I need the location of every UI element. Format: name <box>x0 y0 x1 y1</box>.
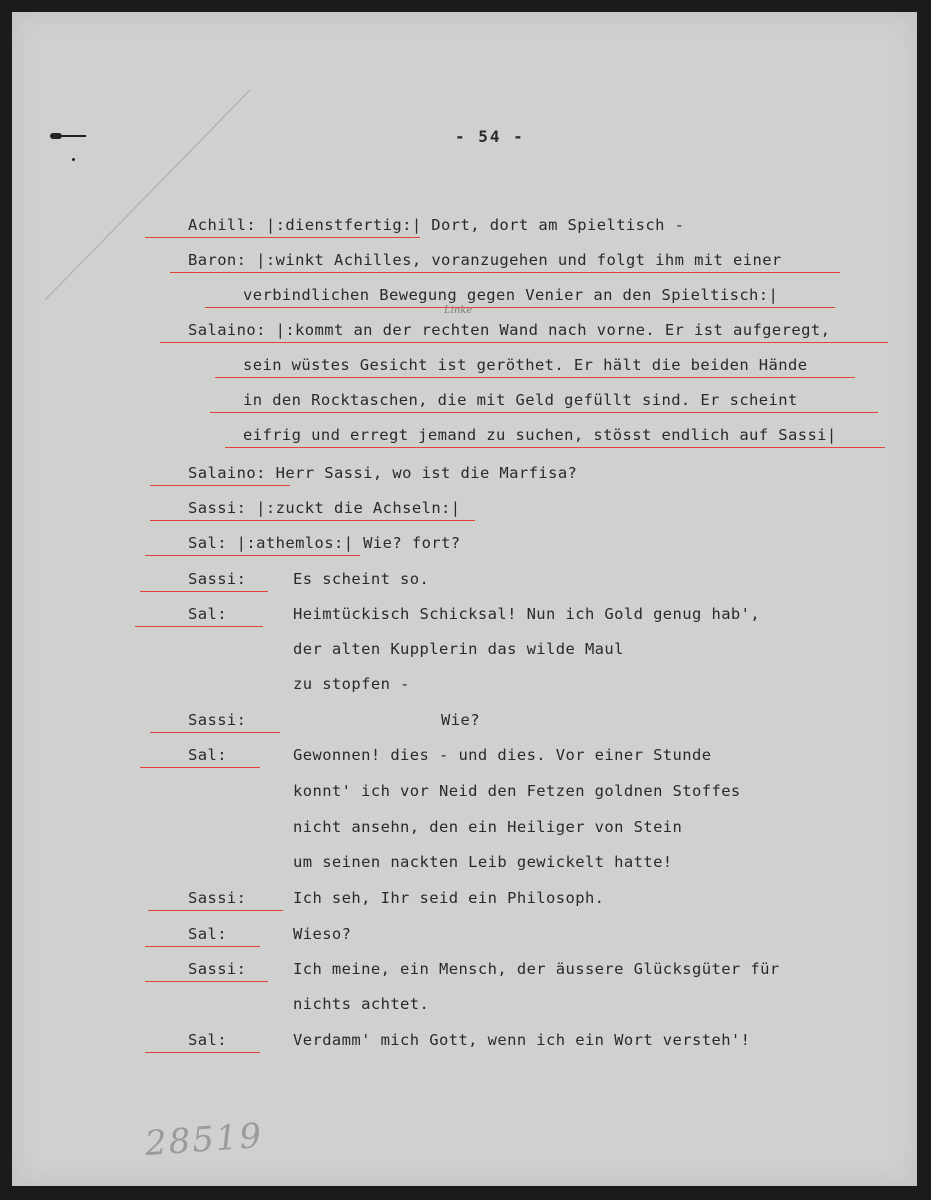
line-text: sein wüstes Gesicht ist geröthet. Er hält die beiden Hände <box>243 356 808 374</box>
line-salaino-cont-1 <box>243 356 807 374</box>
line-baron-cont <box>243 286 778 304</box>
red-underline <box>145 946 260 947</box>
red-underline <box>150 732 280 733</box>
line-text: Ich seh, Ihr seid ein Philosoph. <box>293 889 605 907</box>
line-salaino-cont-3 <box>243 426 837 444</box>
red-underline <box>170 272 840 273</box>
line-sal-3-cont-1 <box>293 782 741 800</box>
line-text: Verdamm' mich Gott, wenn ich ein Wort versteh'! <box>293 1031 751 1049</box>
line-text: |:athemlos:| Wie? fort? <box>236 534 461 552</box>
red-underline <box>210 412 878 413</box>
line-text: |:kommt an der rechten Wand nach vorne. Er ist aufgeregt, <box>275 321 831 339</box>
line-text: in den Rocktaschen, die mit Geld gefüllt sind. Er scheint <box>243 391 798 409</box>
line-sassi-5-cont <box>293 995 429 1013</box>
line-sal-2-cont-2 <box>293 675 410 693</box>
line-salaino-cont-2 <box>243 391 798 409</box>
speaker-label: Sassi: <box>188 889 247 907</box>
line-text: zu stopfen - <box>293 675 410 693</box>
line-sal-1 <box>188 534 461 552</box>
speaker-label: Sassi: <box>188 499 247 517</box>
speaker-label: Achill: <box>188 216 257 234</box>
line-text: |:winkt Achilles, voranzugehen und folgt ihm mit einer <box>256 251 782 269</box>
red-underline <box>145 555 360 556</box>
speaker-label: Baron: <box>188 251 247 269</box>
line-text: nicht ansehn, den ein Heiliger von Stein <box>293 818 683 836</box>
red-underline <box>205 307 835 308</box>
line-salaino-1 <box>188 321 830 339</box>
line-text: um seinen nackten Leib gewickelt hatte! <box>293 853 673 871</box>
speaker-label: Sal: <box>188 925 227 943</box>
line-text: konnt' ich vor Neid den Fetzen goldnen Stoffes <box>293 782 741 800</box>
line-sal-3-cont-2 <box>293 818 682 836</box>
red-underline <box>160 342 888 343</box>
archive-number: 28519 <box>143 1115 265 1165</box>
ink-dot <box>72 158 75 161</box>
line-text: der alten Kupplerin das wilde Maul <box>293 640 624 658</box>
speaker-label: Sassi: <box>188 711 247 729</box>
red-underline <box>215 377 855 378</box>
ink-blot-stroke <box>62 135 86 137</box>
line-text: Wieso? <box>293 925 352 943</box>
line-achill <box>188 216 684 234</box>
line-text: Heimtückisch Schicksal! Nun ich Gold genug hab', <box>293 605 761 623</box>
speaker-label: Sal: <box>188 605 227 623</box>
ink-blot <box>50 133 62 139</box>
line-text: Gewonnen! dies - und dies. Vor einer Stunde <box>293 746 712 764</box>
red-underline <box>135 626 263 627</box>
pencil-annotation: Linke <box>444 305 473 316</box>
red-underline <box>140 767 260 768</box>
red-underline <box>140 591 268 592</box>
red-underline <box>225 447 885 448</box>
speaker-label: Sassi: <box>188 570 247 588</box>
speaker-label: Sal: <box>188 1031 227 1049</box>
red-underline <box>150 485 290 486</box>
speaker-label: Sassi: <box>188 960 247 978</box>
line-salaino-2 <box>188 464 577 482</box>
red-underline <box>150 520 475 521</box>
line-sassi-1 <box>188 499 461 517</box>
speaker-label: Sal: <box>188 746 227 764</box>
line-baron <box>188 251 782 269</box>
line-sal-2-cont-1 <box>293 640 624 658</box>
line-text: Wie? <box>441 711 480 729</box>
line-text: Herr Sassi, wo ist die Marfisa? <box>275 464 578 482</box>
line-text: |:zuckt die Achseln:| <box>256 499 461 517</box>
line-text: nichts achtet. <box>293 995 430 1013</box>
line-text: verbindlichen Bewegung gegen Venier an den Spieltisch:| <box>243 286 779 304</box>
red-underline <box>148 910 283 911</box>
speaker-label: Salaino: <box>188 321 266 339</box>
red-underline <box>145 981 268 982</box>
line-text: Es scheint so. <box>293 570 430 588</box>
line-text: eifrig und erregt jemand zu suchen, stösst endlich auf Sassi| <box>243 426 837 444</box>
red-underline <box>145 1052 260 1053</box>
red-underline <box>145 237 420 238</box>
line-text: |:dienstfertig:| Dort, dort am Spieltisch - <box>265 216 685 234</box>
speaker-label: Salaino: <box>188 464 266 482</box>
line-sal-3-cont-3 <box>293 853 673 871</box>
line-text: Ich meine, ein Mensch, der äussere Glücksgüter für <box>293 960 780 978</box>
page-number: - 54 - <box>455 127 525 146</box>
speaker-label: Sal: <box>188 534 227 552</box>
